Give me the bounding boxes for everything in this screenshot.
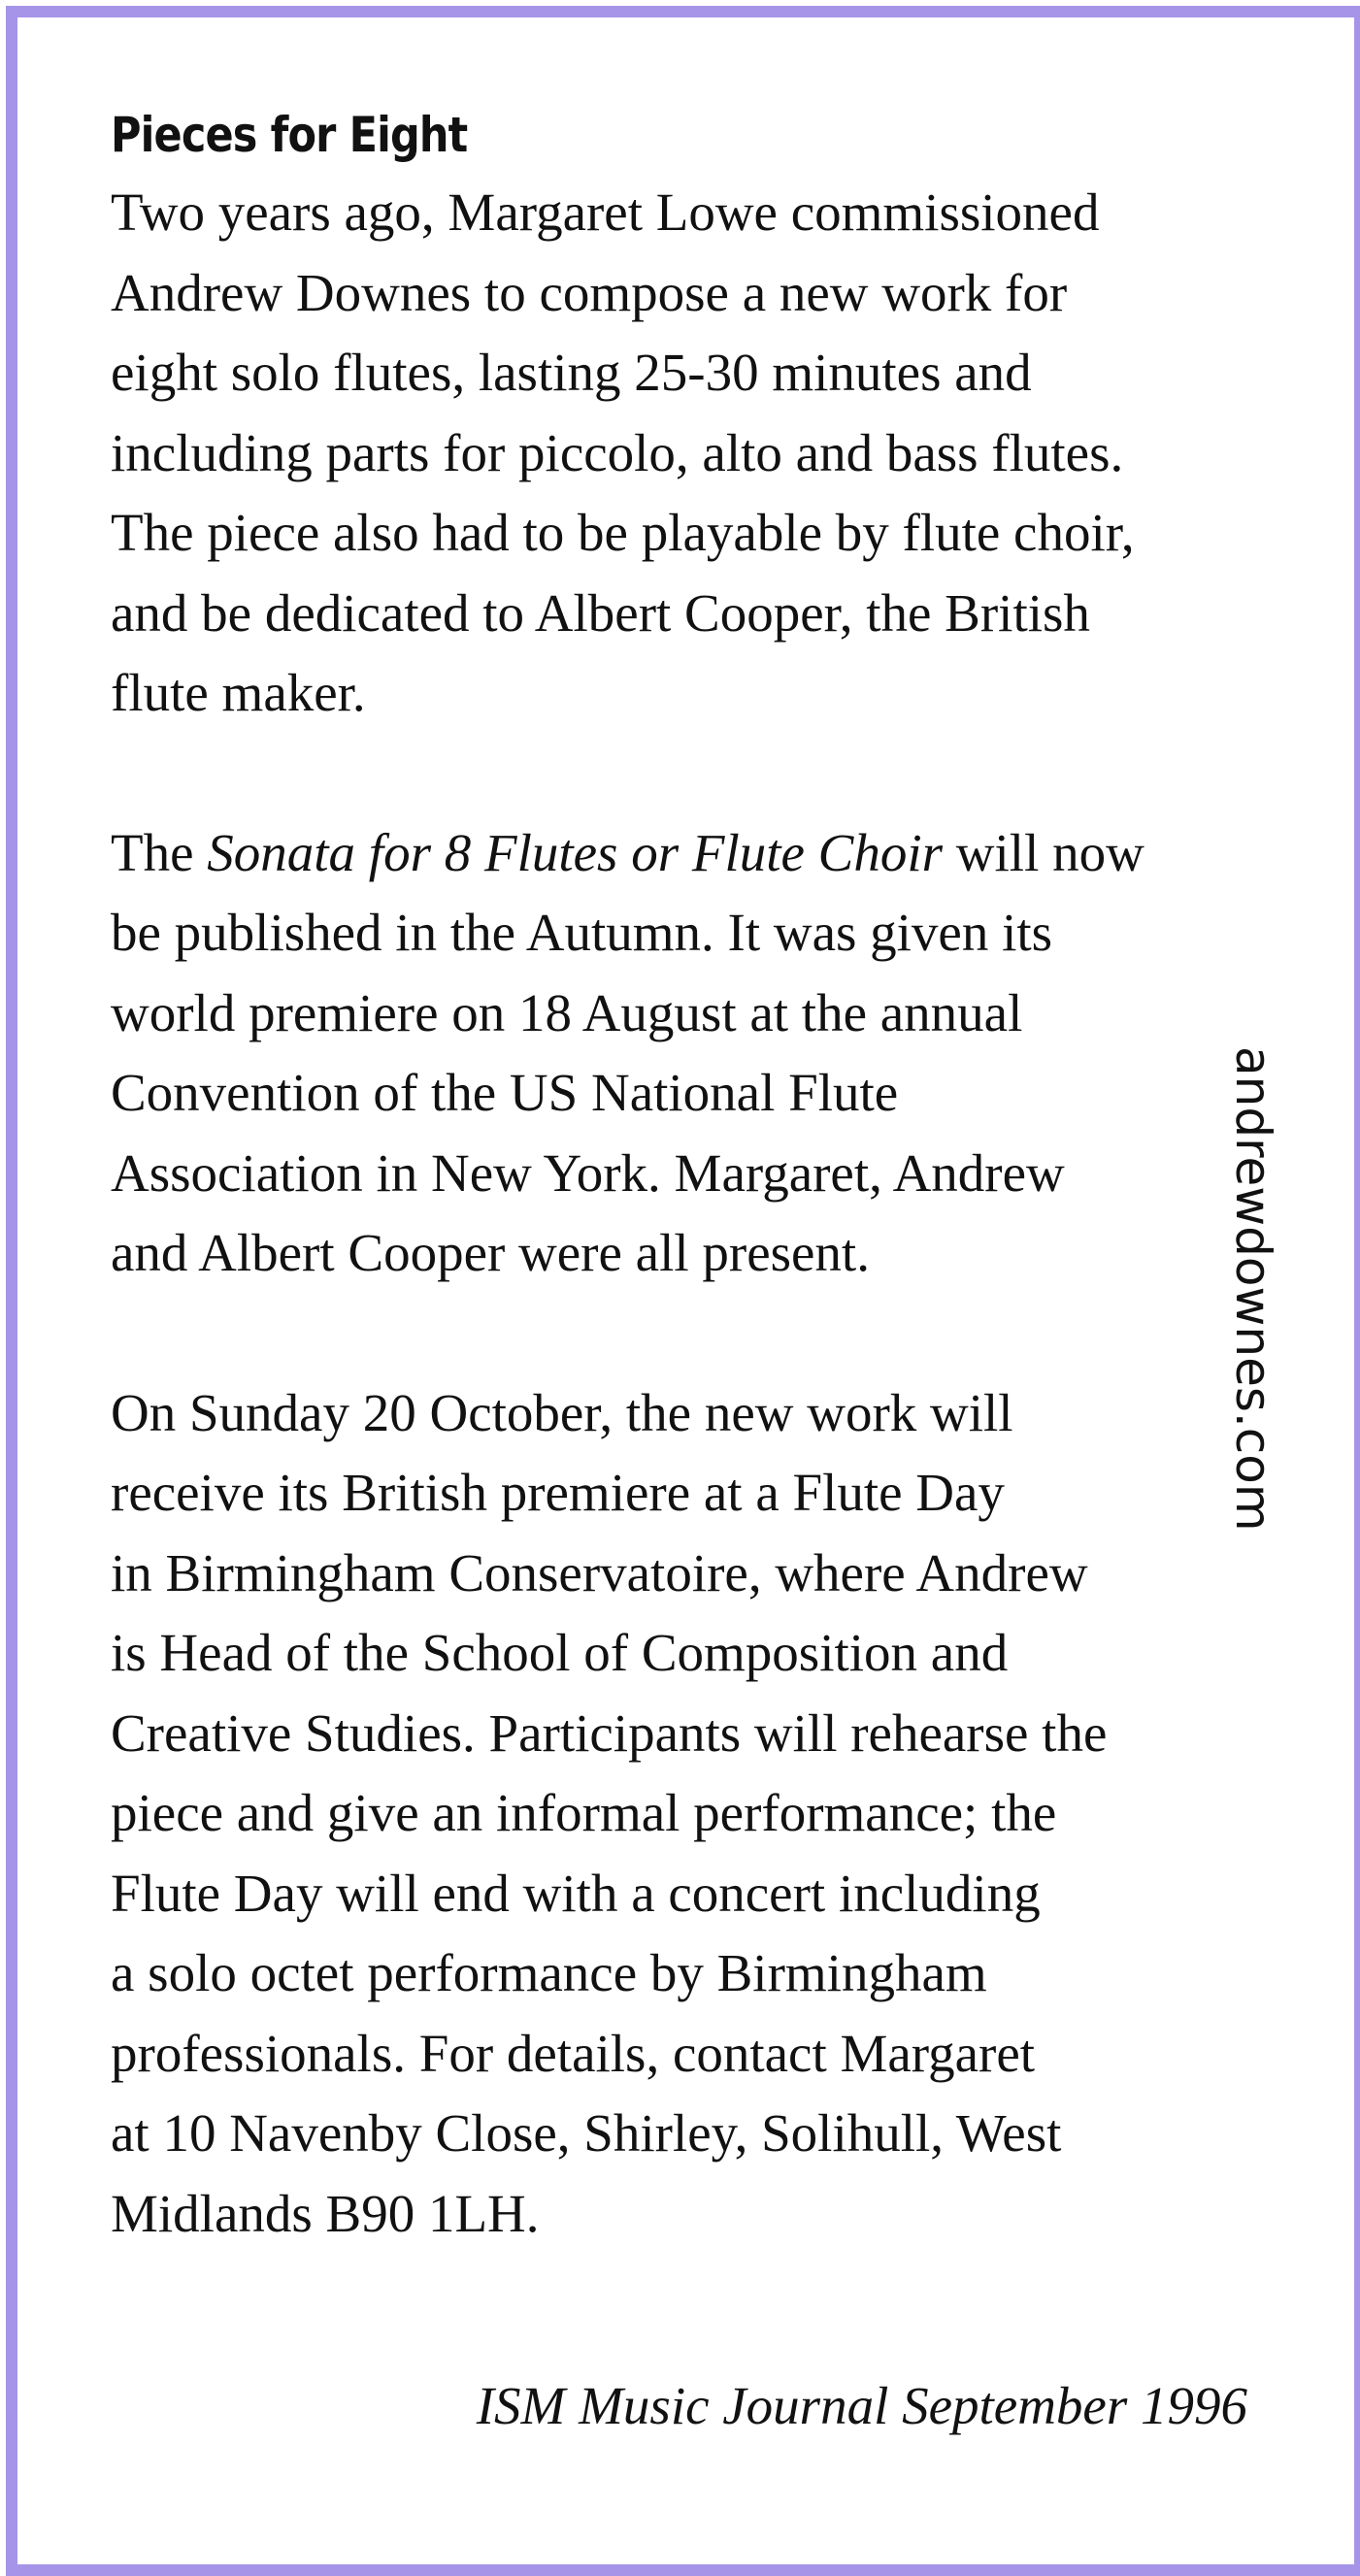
text-line: flute maker. xyxy=(111,663,366,722)
text-line: Convention of the US National Flute xyxy=(111,1063,899,1122)
text-line: receive its British premiere at a Flute Day xyxy=(111,1463,1005,1522)
article-body xyxy=(111,101,1276,2254)
paragraph-gap xyxy=(111,734,1276,813)
text-line xyxy=(111,813,1276,894)
text-fragment: The xyxy=(111,822,208,882)
article-heading: Pieces for Eight xyxy=(111,107,468,163)
paragraph-premiere xyxy=(111,813,1276,1294)
text-line: at 10 Navenby Close, Shirley, Solihull, West xyxy=(111,2103,1062,2163)
text-line: and be dedicated to Albert Cooper, the British xyxy=(111,582,1090,643)
text-line: On Sunday 20 October, the new work will xyxy=(111,1382,1013,1442)
text-line: is Head of the School of Composition and xyxy=(111,1623,1009,1682)
text-line: eight solo flutes, lasting 25-30 minutes and xyxy=(111,343,1032,402)
text-fragment: will now xyxy=(943,822,1144,882)
text-line: The piece also had to be playable by flute choir, xyxy=(111,503,1135,562)
paragraph-flute-day xyxy=(111,1373,1276,2255)
text-line: in Birmingham Conservatoire, where Andrew xyxy=(111,1542,1088,1602)
text-line: and Albert Cooper were all present. xyxy=(111,1223,870,1282)
text-line: Midlands B90 1LH. xyxy=(111,2183,540,2243)
paragraph-gap xyxy=(111,1294,1276,1373)
text-line: world premiere on 18 August at the annual xyxy=(111,982,1023,1042)
text-line: Association in New York. Margaret, Andrew xyxy=(111,1142,1065,1203)
website-url: andrewdownes.com xyxy=(1225,1046,1281,1532)
article-frame xyxy=(6,6,1360,2576)
text-line: professionals. For details, contact Margaret xyxy=(111,2023,1036,2083)
text-line: Andrew Downes to compose a new work for xyxy=(111,262,1068,322)
source-citation: ISM Music Journal September 1996 xyxy=(476,2376,1247,2435)
text-line: piece and give an informal performance; the xyxy=(111,1783,1057,1842)
text-line: Two years ago, Margaret Lowe commissioned xyxy=(111,182,1100,242)
work-title: Sonata for 8 Flutes or Flute Choir xyxy=(207,822,944,882)
text-line: including parts for piccolo, alto and bass flutes. xyxy=(111,422,1124,482)
paragraph-commission xyxy=(111,173,1276,734)
text-line: be published in the Autumn. It was given its xyxy=(111,903,1053,962)
text-line: Flute Day will end with a concert including xyxy=(111,1863,1041,1923)
text-line: Creative Studies. Participants will rehearse the xyxy=(111,1702,1108,1763)
text-line: a solo octet performance by Birmingham xyxy=(111,1943,987,2002)
